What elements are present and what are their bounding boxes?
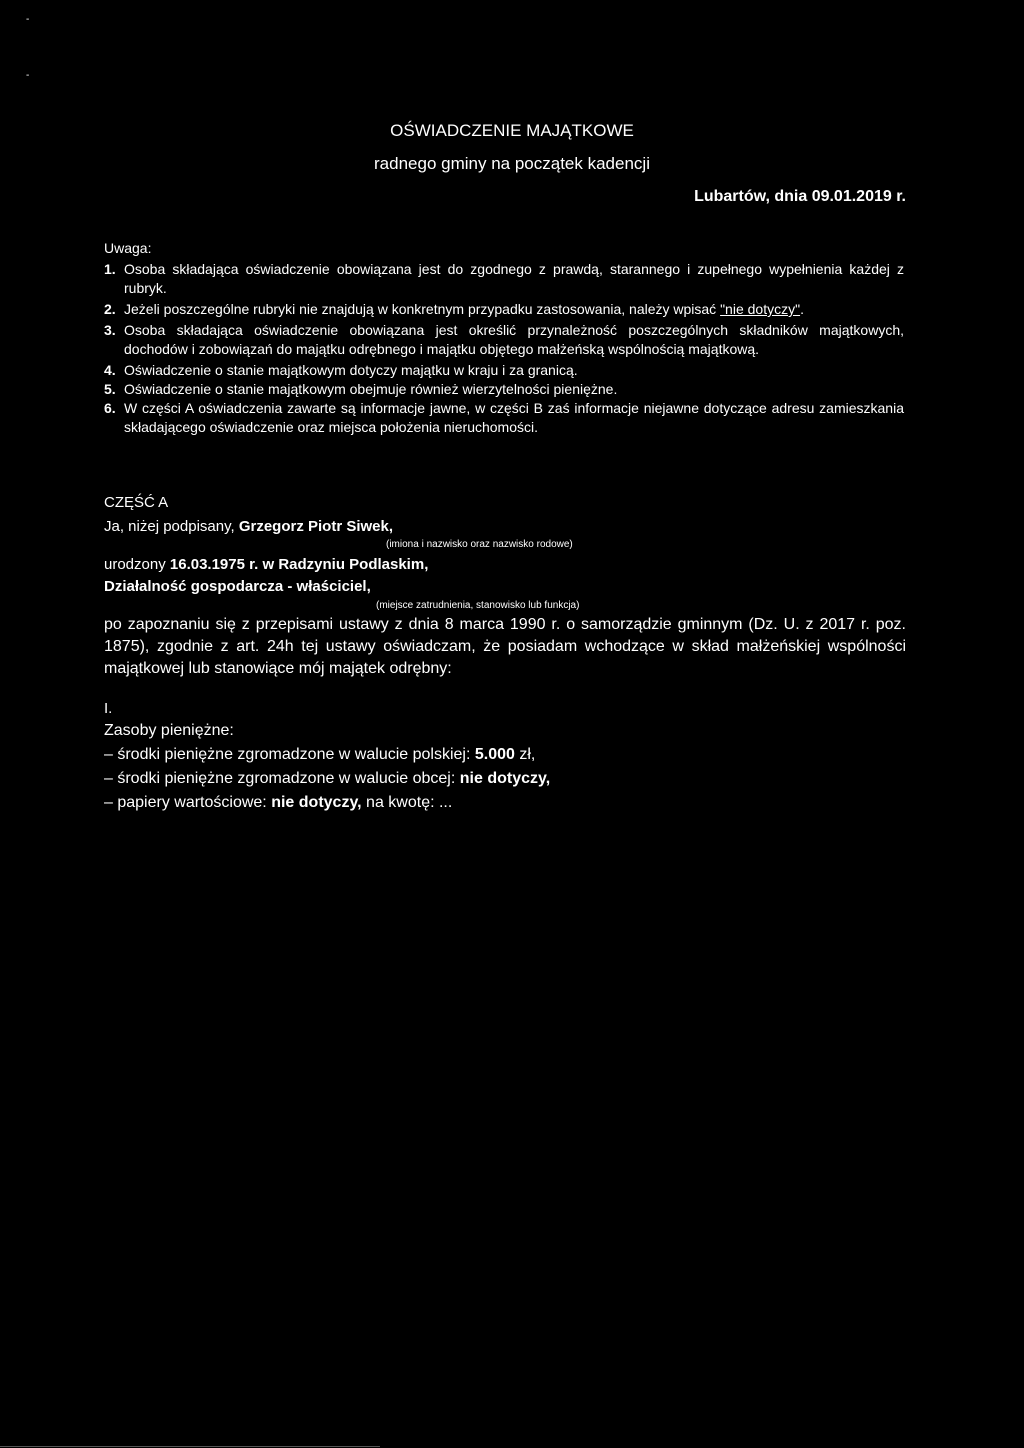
asset-value: 5.000: [474, 746, 515, 763]
employment-hint: (miejsce zatrudnienia, stanowisko lub funkcja): [376, 600, 580, 611]
birth-line: [104, 556, 428, 573]
declaration-paragraph: po zapoznaniu się z przepisami ustawy z dnia 8 marca 1990 r. o samorządzie gminnym (Dz. U. z 2017 r. poz. 1875), zgodnie z art. 24h tej ustawy oświadczam, że posiadam wchodzące w skład małżeńskiej wspólności majątkowej lub stanowiące mój majątek odrębny:: [104, 616, 906, 677]
note-item: [104, 399, 904, 437]
document-title: OŚWIADCZENIE MAJĄTKOWE: [390, 121, 634, 140]
note-text: W części A oświadczenia zawarte są informacje jawne, w części B zaś informacje niejawne dotyczące adresu zamieszkania składającego oświadczenie oraz miejsca położenia nieruchomości.: [124, 400, 904, 435]
note-text: Oświadczenie o stanie majątkowym obejmuje również wierzytelności pieniężne.: [124, 381, 618, 397]
note-item: [104, 380, 904, 399]
asset-suffix: zł,: [519, 746, 536, 763]
note-text: Osoba składająca oświadczenie obowiązana jest określić przynależność poszczególnych składników majątkowych, dochodów i zobowiązań do majątku odrębnego i majątku objętego małżeńską wspólnością majątkową.: [124, 322, 904, 357]
scan-mark: -: [26, 14, 30, 25]
asset-value: nie dotyczy,: [271, 794, 362, 811]
note-number: 6.: [104, 400, 116, 416]
note-item: [104, 361, 904, 380]
note-end: .: [800, 301, 804, 317]
note-text-container: [124, 300, 904, 319]
name-hint: (imiona i nazwisko oraz nazwisko rodowe): [386, 539, 573, 550]
note-number: 3.: [104, 322, 116, 338]
born-prefix: urodzony: [104, 556, 166, 573]
asset-item: [104, 746, 535, 764]
name-line: [104, 518, 393, 535]
birth-place: w Radzyniu Podlaskim,: [262, 556, 429, 573]
section-roman: I.: [104, 700, 113, 717]
scan-mark: -: [26, 70, 30, 81]
asset-label: – środki pieniężne zgromadzone w walucie obcej:: [104, 770, 456, 787]
note-number: 5.: [104, 381, 116, 397]
note-text: Jeżeli poszczególne rubryki nie znajdują w konkretnym przypadku zastosowania, należy wpisać: [124, 301, 717, 317]
note-number: 2.: [104, 301, 116, 317]
asset-value: nie dotyczy,: [459, 770, 551, 787]
birth-date: 16.03.1975 r.: [169, 556, 259, 573]
section-heading: Zasoby pieniężne:: [104, 722, 234, 739]
employment: Działalność gospodarcza - właściciel,: [104, 578, 371, 595]
asset-label: – środki pieniężne zgromadzone w walucie polskiej:: [104, 746, 471, 763]
note-text: Osoba składająca oświadczenie obowiązana jest do zgodnego z prawdą, starannego i zupełnego wypełnienia każdej z rubryk.: [124, 261, 904, 296]
asset-item: [104, 770, 550, 788]
note-item: [104, 300, 904, 319]
declarant-name: Grzegorz Piotr Siwek,: [238, 518, 394, 535]
place-date: Lubartów, dnia 09.01.2019 r.: [694, 188, 906, 205]
part-a-heading: CZĘŚĆ A: [104, 494, 169, 511]
note-number: 1.: [104, 261, 116, 277]
employment-line: [104, 578, 371, 595]
notes-label: Uwaga:: [104, 240, 152, 256]
note-quote: "nie dotyczy": [720, 301, 801, 317]
document-subtitle: radnego gminy na początek kadencji: [374, 154, 650, 173]
asset-label: – papiery wartościowe:: [104, 794, 267, 811]
note-text: Oświadczenie o stanie majątkowym dotyczy majątku w kraju i za granicą.: [124, 362, 578, 378]
notes-list: [104, 260, 904, 437]
asset-item: [104, 794, 452, 812]
note-number: 4.: [104, 362, 116, 378]
name-prefix: Ja, niżej podpisany,: [104, 518, 235, 535]
note-item: [104, 321, 904, 359]
bottom-rule: [0, 1446, 380, 1447]
asset-suffix: na kwotę: ...: [366, 794, 453, 811]
note-item: [104, 260, 904, 298]
